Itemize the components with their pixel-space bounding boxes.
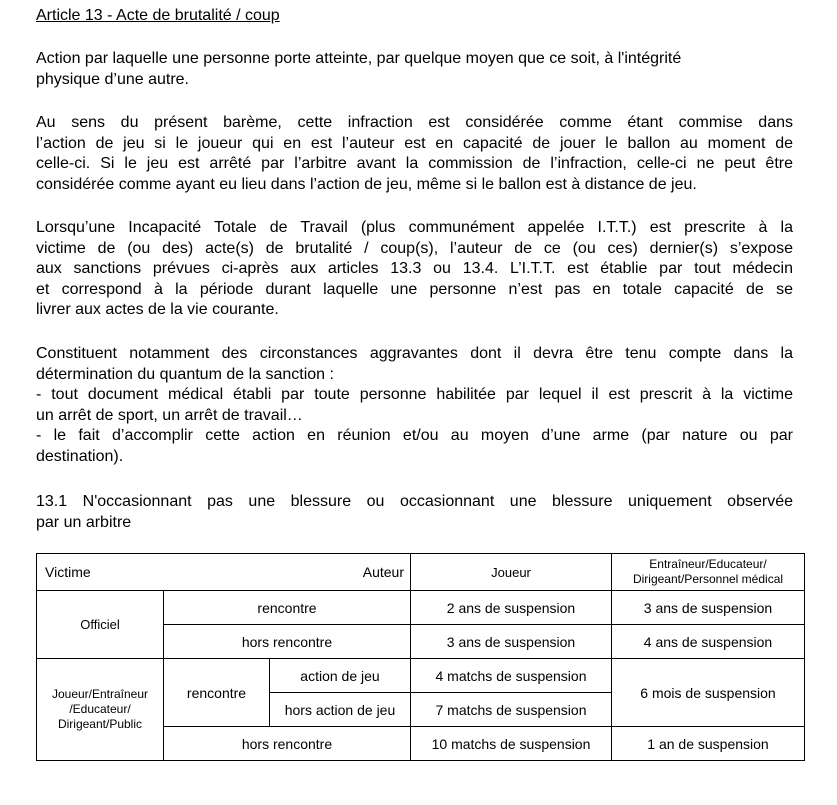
text-line: Action par laquelle une personne porte atteinte, par quelque moyen que ce soit, à l'intégrité xyxy=(36,50,682,67)
joueur-sanction: 2 ans de suspension xyxy=(411,591,612,625)
paragraph-action-de-jeu xyxy=(36,113,793,195)
entraineur-sanction: 4 ans de suspension xyxy=(612,625,805,659)
text-line: un arrêt de sport, un arrêt de travail… xyxy=(36,406,303,424)
context-cell: hors rencontre xyxy=(164,625,411,659)
auteur-header: Auteur xyxy=(362,564,404,580)
paragraph-circonstances xyxy=(36,344,793,467)
text-line: Constituent notamment des circonstances aggravantes dont il devra être tenu compte dans la xyxy=(36,345,793,362)
joueur-group-line2: /Educateur/ xyxy=(69,702,131,716)
officiel-label: Officiel xyxy=(37,591,164,659)
action-de-jeu-label: action de jeu xyxy=(270,659,411,693)
joueur-sanction: 10 matchs de suspension xyxy=(411,727,612,761)
text-line: celle-ci. Si le jeu est arrêté par l’arbitre avant la commission de l’infraction, celle-ci ne peut être xyxy=(36,155,793,172)
victime-header: Victime xyxy=(45,564,91,580)
joueur-header: Joueur xyxy=(411,554,612,591)
paragraph-definition xyxy=(36,49,793,90)
text-line: - tout document médical établi par toute personne habilitée par lequel il est prescrit à la victime xyxy=(36,386,793,403)
text-line: livrer aux actes de la vie courante. xyxy=(36,301,279,318)
hors-action-label: hors action de jeu xyxy=(270,693,411,727)
joueur-group-line1: Joueur/Entraîneur xyxy=(51,687,149,701)
text-line: détermination du quantum de la sanction : xyxy=(36,365,334,383)
section-heading-13-1 xyxy=(36,492,793,533)
text-line: et correspond à la période durant laquelle une personne n’est pas en totale capacité de se xyxy=(36,280,793,298)
rencontre-label: rencontre xyxy=(164,659,270,727)
text-line: destination). xyxy=(36,447,124,465)
table-row xyxy=(37,659,805,693)
text-line: l’action de jeu si le joueur qui en est l’auteur est en capacité de jouer le ballon au moment de xyxy=(36,134,793,152)
text-line: Au sens du présent barème, cette infraction est considérée comme étant commise dans xyxy=(36,114,793,131)
entraineur-sanction: 6 mois de suspension xyxy=(612,659,805,727)
paragraph-itt xyxy=(36,218,793,321)
text-line: Lorsqu’une Incapacité Totale de Travail (plus communément appelée I.T.T.) est prescrite à la xyxy=(36,219,793,236)
entraineur-header-line1: Entraîneur/Educateur/ xyxy=(649,557,767,571)
text-line: aux sanctions prévues ci-après aux articles 13.3 ou 13.4. L’I.T.T. est établie par tout médecin xyxy=(36,260,793,277)
entraineur-header xyxy=(612,554,805,591)
text-line: par un arbitre xyxy=(36,513,132,531)
text-line: 13.1 N'occasionnant pas une blessure ou occasionnant une blessure uniquement observée xyxy=(36,493,793,510)
article-title: Article 13 - Acte de brutalité / coup xyxy=(36,7,280,24)
sanctions-table xyxy=(36,553,805,761)
context-cell: hors rencontre xyxy=(164,727,411,761)
table-header-row xyxy=(37,554,805,591)
joueur-sanction: 4 matchs de suspension xyxy=(411,659,612,693)
joueur-sanction: 7 matchs de suspension xyxy=(411,693,612,727)
text-line: physique d’une autre. xyxy=(36,70,189,88)
joueur-sanction: 3 ans de suspension xyxy=(411,625,612,659)
entraineur-sanction: 3 ans de suspension xyxy=(612,591,805,625)
text-line: considérée comme ayant eu lieu dans l’action de jeu, même si le ballon est à distance de jeu. xyxy=(36,175,697,193)
text-line: victime de (ou des) acte(s) de brutalité / coup(s), l’auteur de ce (ou ces) dernier(s) s’expose xyxy=(36,239,793,257)
victime-auteur-header xyxy=(37,554,411,591)
joueur-group-line3: Dirigeant/Public xyxy=(57,717,143,731)
text-line: - le fait d’accomplir cette action en réunion et/ou au moyen d’une arme (par nature ou par xyxy=(36,427,793,444)
joueur-group-label xyxy=(37,659,164,761)
table-row xyxy=(37,591,805,625)
context-cell: rencontre xyxy=(164,591,411,625)
entraineur-header-line2: Dirigeant/Personnel médical xyxy=(632,572,784,586)
entraineur-sanction: 1 an de suspension xyxy=(612,727,805,761)
